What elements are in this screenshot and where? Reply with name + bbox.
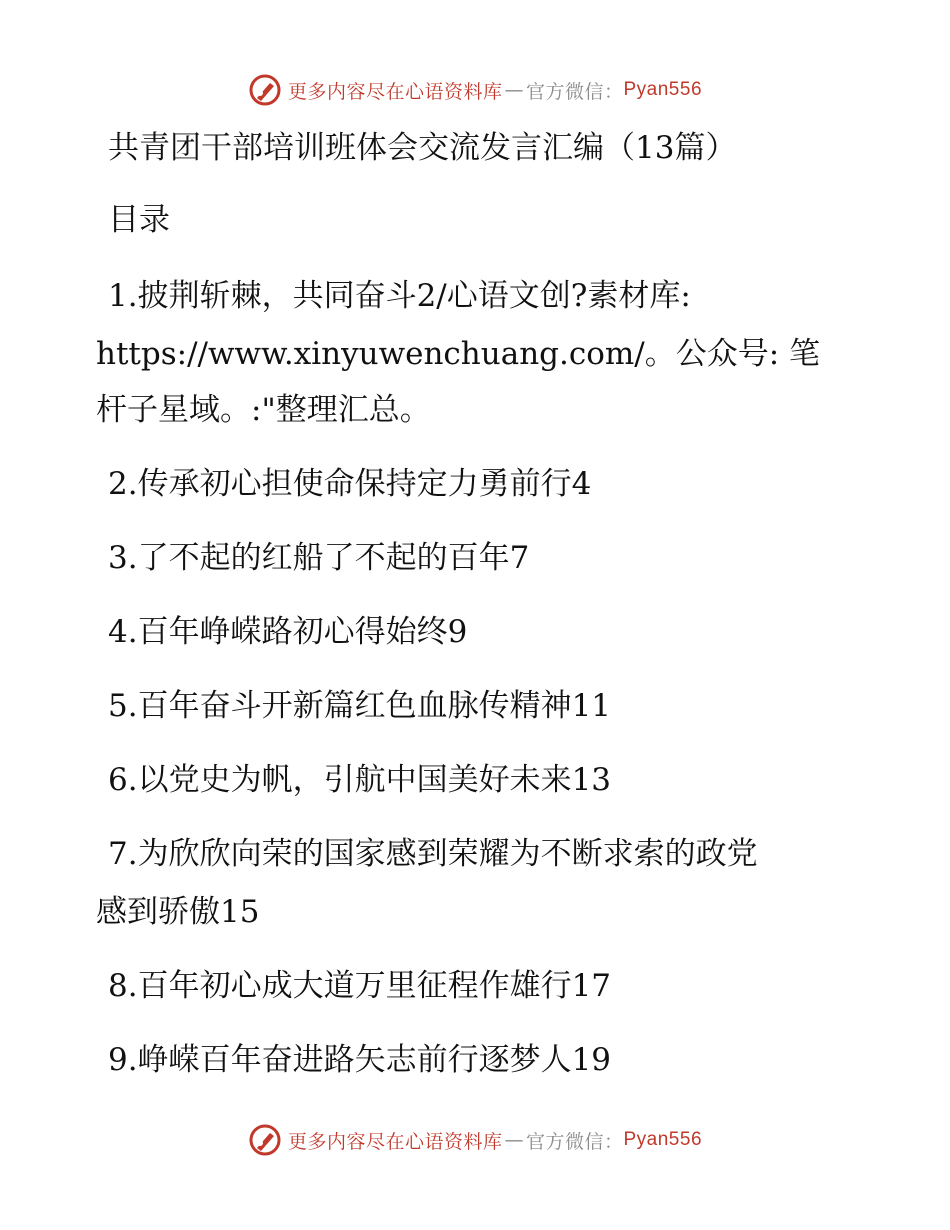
document-title: 共青团干部培训班体会交流发言汇编（13篇） — [108, 130, 737, 166]
toc-line: 1.披荆斩棘，共同奋斗2/心语文创?素材库: — [108, 278, 691, 314]
toc-line: 4.百年峥嵘路初心得始终9 — [108, 614, 468, 650]
pen-logo-icon — [248, 73, 282, 107]
toc-line: https://www.xinyuwenchuang.com/。公众号: 笔 — [96, 336, 821, 372]
banner-dash: — — [504, 1129, 524, 1151]
toc-line: 杆子星域。:"整理汇总。 — [96, 392, 431, 428]
toc-line: 8.百年初心成大道万里征程作雄行17 — [108, 968, 612, 1004]
toc-line: 5.百年奋斗开新篇红色血脉传精神11 — [108, 688, 612, 724]
toc-line: 2.传承初心担使命保持定力勇前行4 — [108, 466, 592, 502]
footer-banner — [0, 1120, 950, 1160]
banner-wechat-id: Pyan556 — [623, 1129, 703, 1150]
pen-logo-icon — [248, 1123, 282, 1157]
banner-site-text: 更多内容尽在心语资料库 — [287, 1130, 503, 1153]
toc-line: 6.以党史为帆，引航中国美好未来13 — [108, 762, 612, 798]
banner-wechat-label: 官方微信： — [525, 1130, 624, 1153]
toc-heading: 目录 — [108, 202, 170, 238]
banner-wechat-label: 官方微信： — [525, 80, 624, 103]
toc-line: 7.为欣欣向荣的国家感到荣耀为不断求索的政党 — [108, 836, 758, 872]
toc-line: 9.峥嵘百年奋进路矢志前行逐梦人19 — [108, 1042, 612, 1078]
banner-wechat-id: Pyan556 — [623, 79, 703, 100]
toc-line: 感到骄傲15 — [96, 894, 260, 930]
toc-line: 3.了不起的红船了不起的百年7 — [108, 540, 530, 576]
header-banner — [0, 70, 950, 110]
banner-dash: — — [504, 79, 524, 101]
banner-site-text: 更多内容尽在心语资料库 — [287, 80, 503, 103]
